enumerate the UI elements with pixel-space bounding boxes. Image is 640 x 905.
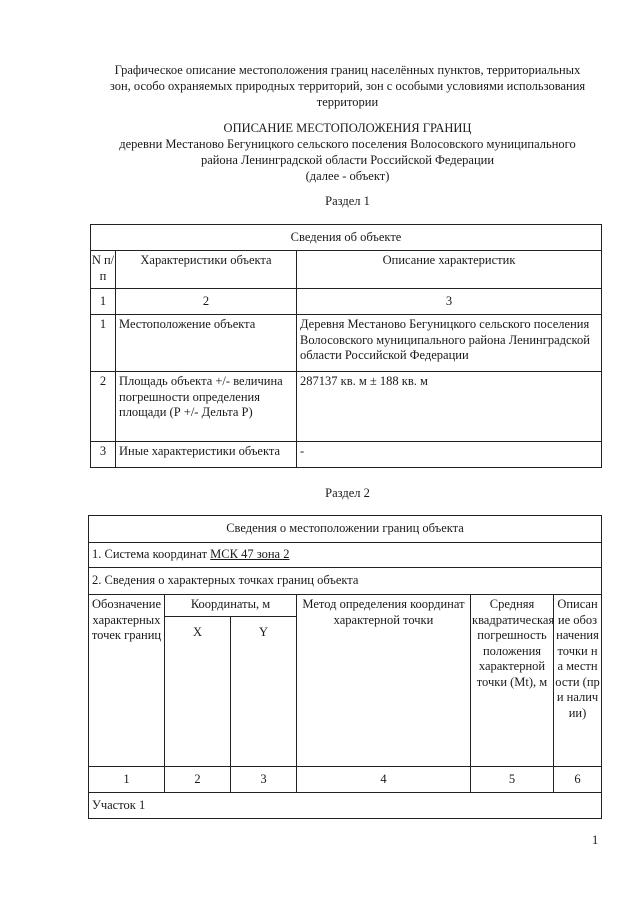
row-description: 287137 кв. м ± 188 кв. м bbox=[297, 372, 602, 442]
column-number: 5 bbox=[471, 767, 554, 793]
column-header-point-description: Описание обозначения точки на местности (при наличии) bbox=[554, 595, 602, 767]
column-number: 1 bbox=[89, 767, 165, 793]
column-header-description: Описание характеристик bbox=[297, 251, 602, 289]
coordinate-system-label: 1. Система координат bbox=[92, 547, 208, 562]
column-number: 3 bbox=[231, 767, 297, 793]
object-subtitle-2: района Ленинградской области Российской Федерации bbox=[200, 153, 495, 167]
row-number: 1 bbox=[91, 315, 116, 372]
object-subtitle-3: (далее - объект) bbox=[305, 169, 390, 183]
column-header-designation: Обозначение характерных точек границ bbox=[89, 595, 165, 767]
column-header-characteristic: Характеристики объекта bbox=[116, 251, 297, 289]
row-number: 3 bbox=[91, 442, 116, 468]
object-info-table bbox=[90, 224, 602, 468]
column-number: 2 bbox=[165, 767, 231, 793]
plot-label: Участок 1 bbox=[89, 793, 602, 819]
table-row bbox=[91, 442, 602, 468]
heading-line-1: Графическое описание местоположения границ населённых пунктов, территориальных bbox=[114, 63, 581, 77]
table-row bbox=[91, 372, 602, 442]
column-number: 4 bbox=[297, 767, 471, 793]
column-number: 1 bbox=[91, 289, 116, 315]
coordinate-system-row bbox=[89, 543, 602, 568]
row-description: Деревня Местаново Бегуницкого сельского поселения Волосовского муниципального района Ленинградской области Российской Федерации bbox=[297, 315, 602, 372]
row-number: 2 bbox=[91, 372, 116, 442]
row-characteristic: Иные характеристики объекта bbox=[116, 442, 297, 468]
table-title: Сведения об объекте bbox=[91, 225, 602, 251]
object-title: ОПИСАНИЕ МЕСТОПОЛОЖЕНИЯ ГРАНИЦ bbox=[223, 121, 472, 135]
column-header-x: X bbox=[165, 617, 231, 767]
page-number: 1 bbox=[592, 833, 599, 847]
boundary-points-table bbox=[88, 515, 602, 819]
column-header-n: N п/п bbox=[91, 251, 116, 289]
object-heading bbox=[60, 120, 635, 184]
table-row bbox=[91, 315, 602, 372]
row-characteristic: Местоположение объекта bbox=[116, 315, 297, 372]
column-header-method: Метод определения координат характерной точки bbox=[297, 595, 471, 767]
row-description: - bbox=[297, 442, 602, 468]
column-header-y: Y bbox=[231, 617, 297, 767]
column-header-accuracy: Средняя квадратическая погрешность положения характерной точки (Mt), м bbox=[471, 595, 554, 767]
row-characteristic: Площадь объекта +/- величина погрешности определения площади (Р +/- Дельта Р) bbox=[116, 372, 297, 442]
column-header-coordinates: Координаты, м bbox=[165, 595, 297, 617]
points-section-title: 2. Сведения о характерных точках границ объекта bbox=[89, 568, 602, 595]
document-heading bbox=[60, 62, 635, 110]
column-number: 2 bbox=[116, 289, 297, 315]
section-1-heading: Раздел 1 bbox=[325, 194, 370, 208]
table-title: Сведения о местоположении границ объекта bbox=[89, 516, 602, 543]
heading-line-2: зон, особо охраняемых природных территорий, зон с особыми условиями использования bbox=[109, 79, 586, 93]
heading-line-3: территории bbox=[316, 95, 379, 109]
section-2-heading: Раздел 2 bbox=[325, 486, 370, 500]
column-number: 3 bbox=[297, 289, 602, 315]
coordinate-system-link[interactable]: МСК 47 зона 2 bbox=[210, 547, 290, 562]
column-number: 6 bbox=[554, 767, 602, 793]
object-subtitle-1: деревни Местаново Бегуницкого сельского поселения Волосовского муниципального bbox=[119, 137, 576, 151]
